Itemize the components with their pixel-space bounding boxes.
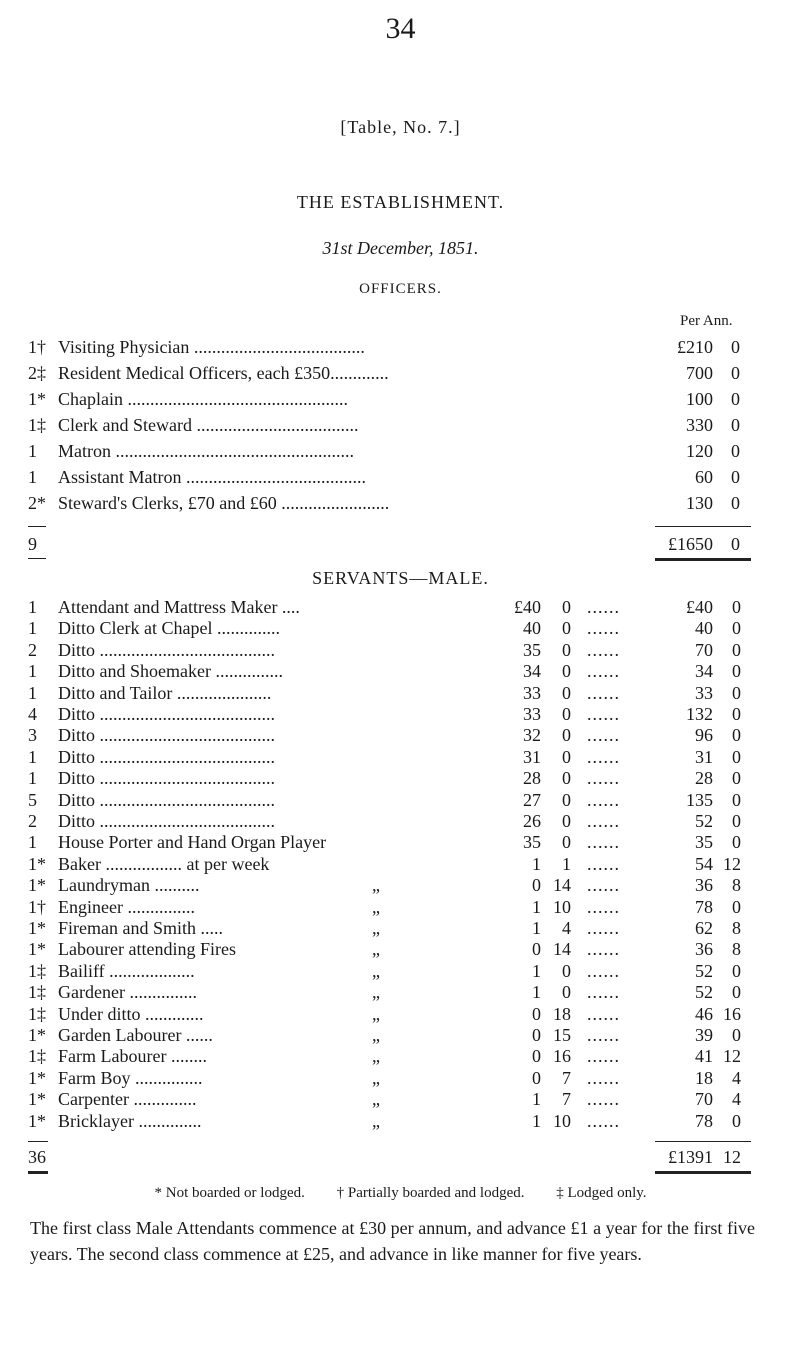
leader-dots: ......	[587, 832, 620, 853]
servant-annual: 40	[695, 618, 713, 639]
servant-count: 1	[28, 661, 37, 682]
servant-wage-shillings: 0	[562, 639, 571, 660]
servant-wage: 1	[532, 918, 541, 938]
servants-total-count: 36	[28, 1146, 46, 1167]
officers-total-shillings: 0	[731, 534, 740, 554]
servant-annual-shillings: 0	[732, 597, 741, 617]
servant-wage-shillings: 0	[562, 661, 571, 682]
servant-annual: 34	[695, 661, 713, 682]
servant-annual-shillings: 8	[732, 918, 741, 938]
leader-dots: ......	[587, 1003, 620, 1024]
officers-count-underline	[28, 558, 46, 559]
servant-annual-shillings: 0	[732, 1110, 741, 1131]
servant-wage-shillings: 0	[562, 982, 571, 1003]
leader-dots: ......	[587, 704, 620, 724]
servants-total-rule	[655, 1141, 751, 1142]
servant-annual: 39	[695, 1025, 713, 1045]
officer-count: 1	[28, 467, 37, 487]
servant-annual-shillings: 0	[732, 639, 741, 660]
officer-row	[0, 441, 801, 469]
officer-shillings: 0	[731, 337, 740, 357]
servant-annual: 132	[686, 704, 713, 724]
officer-amount: 100	[686, 389, 713, 409]
officer-title: Resident Medical Officers, each £350.............	[58, 363, 389, 383]
servant-annual: 62	[695, 918, 713, 938]
servant-title: Ditto .......................................	[58, 811, 276, 831]
servant-annual-shillings: 0	[732, 661, 741, 682]
servant-wage: 33	[523, 704, 541, 724]
leader-dots: ......	[587, 982, 620, 1003]
servant-annual: 31	[695, 746, 713, 767]
servant-wage-shillings: 0	[562, 811, 571, 831]
footnote-partially-boarded: † Partially boarded and lodged.	[336, 1184, 525, 1201]
servant-annual-shillings: 0	[732, 682, 741, 703]
servant-wage-shillings: 0	[562, 682, 571, 703]
servant-title: Bailiff ...................	[58, 960, 195, 981]
officers-total-count: 9	[28, 534, 37, 554]
leader-dots: ......	[587, 875, 620, 896]
servant-annual: 41	[695, 1046, 713, 1067]
officer-amount: 330	[686, 415, 713, 435]
officer-count: 1*	[28, 389, 46, 409]
officer-title: Steward's Clerks, £70 and £60 ........................	[58, 493, 390, 513]
servant-title: Carpenter ..............	[58, 1089, 197, 1110]
servant-row	[0, 1111, 801, 1139]
date-line: 31st December, 1851.	[322, 238, 479, 258]
servant-wage-shillings: 10	[553, 896, 571, 917]
servant-annual: 28	[695, 768, 713, 789]
servant-count: 1‡	[28, 982, 46, 1003]
servant-title: Laundryman ..........	[58, 875, 200, 896]
servant-annual: 46	[695, 1003, 713, 1024]
servant-count: 4	[28, 704, 37, 724]
servant-wage-shillings: 15	[553, 1025, 571, 1045]
servant-wage: 1	[532, 982, 541, 1003]
servant-count: 1	[28, 597, 37, 617]
servant-count: 1*	[28, 1110, 46, 1131]
servant-title: Ditto .......................................	[58, 704, 276, 724]
servants-count-rule	[28, 1141, 48, 1142]
servant-count: 1*	[28, 918, 46, 938]
servant-wage-shillings: 1	[562, 853, 571, 874]
servant-wage-shillings: 0	[562, 789, 571, 810]
servant-annual: 33	[695, 682, 713, 703]
servant-wage: 33	[523, 682, 541, 703]
leader-dots: ......	[587, 725, 620, 746]
servant-title: Ditto .......................................	[58, 725, 276, 746]
ditto-mark: „	[372, 1003, 380, 1024]
servant-annual-shillings: 12	[723, 853, 741, 874]
leader-dots: ......	[587, 597, 620, 617]
servant-title: Ditto and Tailor .....................	[58, 682, 272, 703]
servant-count: 1*	[28, 1025, 46, 1045]
servant-count: 5	[28, 789, 37, 810]
servant-wage: 35	[523, 832, 541, 853]
officer-shillings: 0	[731, 363, 740, 383]
servant-wage-shillings: 16	[553, 1046, 571, 1067]
officer-title: Chaplain .................................................	[58, 389, 348, 409]
officer-shillings: 0	[731, 389, 740, 409]
officer-amount: £210	[677, 337, 713, 357]
servant-count: 2	[28, 811, 37, 831]
ditto-mark: „	[372, 875, 380, 896]
officer-count: 1†	[28, 337, 46, 357]
servant-wage-shillings: 0	[562, 768, 571, 789]
footnotes	[0, 1185, 801, 1202]
servant-annual-shillings: 0	[732, 746, 741, 767]
servant-annual-shillings: 0	[732, 789, 741, 810]
leader-dots: ......	[587, 1067, 620, 1088]
leader-dots: ......	[587, 811, 620, 831]
servant-count: 1†	[28, 896, 46, 917]
servant-wage-shillings: 0	[562, 725, 571, 746]
servant-wage: £40	[514, 597, 541, 617]
footnote-lodged-only: ‡ Lodged only.	[556, 1184, 647, 1201]
servant-wage: 0	[532, 939, 541, 960]
servant-annual: £40	[686, 597, 713, 617]
officer-count: 1‡	[28, 415, 46, 435]
servant-wage: 31	[523, 746, 541, 767]
servant-title: Ditto .......................................	[58, 639, 276, 660]
servant-count: 1‡	[28, 960, 46, 981]
officer-row	[0, 467, 801, 495]
page-number: 34	[385, 12, 416, 45]
servant-wage-shillings: 7	[562, 1067, 571, 1088]
servant-title: Farm Labourer ........	[58, 1046, 207, 1067]
servant-wage-shillings: 14	[553, 939, 571, 960]
leader-dots: ......	[587, 1089, 620, 1110]
servant-wage: 27	[523, 789, 541, 810]
officers-heading: OFFICERS.	[359, 281, 442, 297]
servant-wage: 1	[532, 896, 541, 917]
servant-wage: 32	[523, 725, 541, 746]
servant-wage: 0	[532, 1003, 541, 1024]
servant-wage-shillings: 0	[562, 618, 571, 639]
leader-dots: ......	[587, 618, 620, 639]
officer-row	[0, 493, 801, 521]
servant-annual: 78	[695, 896, 713, 917]
servant-annual-shillings: 0	[732, 725, 741, 746]
servants-total-underline	[655, 1171, 751, 1174]
servant-wage-shillings: 0	[562, 832, 571, 853]
servant-wage: 34	[523, 661, 541, 682]
officer-row	[0, 389, 801, 417]
leader-dots: ......	[587, 960, 620, 981]
servant-count: 1	[28, 746, 37, 767]
servant-title: Ditto .......................................	[58, 789, 276, 810]
servant-wage-shillings: 10	[553, 1110, 571, 1131]
leader-dots: ......	[587, 639, 620, 660]
officer-title: Matron .....................................................	[58, 441, 354, 461]
servant-wage-shillings: 4	[562, 918, 571, 938]
servant-annual-shillings: 0	[732, 896, 741, 917]
servant-count: 2	[28, 639, 37, 660]
servant-title: House Porter and Hand Organ Player	[58, 832, 327, 853]
servant-annual: 35	[695, 832, 713, 853]
servant-annual-shillings: 0	[732, 704, 741, 724]
servant-title: Baker ................. at per week	[58, 853, 270, 874]
servant-count: 1	[28, 768, 37, 789]
servant-title: Ditto and Shoemaker ...............	[58, 661, 283, 682]
servants-heading: SERVANTS—MALE.	[312, 568, 489, 588]
servant-title: Ditto .......................................	[58, 768, 276, 789]
officers-total-rule	[655, 526, 751, 527]
servant-annual: 18	[695, 1067, 713, 1088]
servant-wage: 1	[532, 1110, 541, 1131]
leader-dots: ......	[587, 896, 620, 917]
servant-wage: 1	[532, 1089, 541, 1110]
officer-row	[0, 363, 801, 391]
leader-dots: ......	[587, 1046, 620, 1067]
establishment-title: THE ESTABLISHMENT.	[296, 192, 505, 212]
officer-title: Visiting Physician ......................................	[58, 337, 365, 357]
officer-shillings: 0	[731, 467, 740, 487]
officer-row	[0, 337, 801, 365]
servant-annual-shillings: 16	[723, 1003, 741, 1024]
servant-annual: 52	[695, 982, 713, 1003]
servant-annual: 70	[695, 639, 713, 660]
ditto-mark: „	[372, 939, 380, 960]
officer-title: Assistant Matron ........................................	[58, 467, 366, 487]
servant-wage-shillings: 0	[562, 597, 571, 617]
leader-dots: ......	[587, 682, 620, 703]
leader-dots: ......	[587, 768, 620, 789]
servants-total-amount: £1391	[668, 1146, 713, 1167]
servant-count: 1*	[28, 875, 46, 896]
ditto-mark: „	[372, 1046, 380, 1067]
servant-wage-shillings: 14	[553, 875, 571, 896]
servant-annual: 96	[695, 725, 713, 746]
officer-count: 1	[28, 441, 37, 461]
servant-wage: 0	[532, 1046, 541, 1067]
ditto-mark: „	[372, 1089, 380, 1110]
ditto-mark: „	[372, 1110, 380, 1131]
leader-dots: ......	[587, 1110, 620, 1131]
servant-title: Ditto .......................................	[58, 746, 276, 767]
servant-annual-shillings: 8	[732, 875, 741, 896]
servant-title: Bricklayer ..............	[58, 1110, 202, 1131]
officer-shillings: 0	[731, 493, 740, 513]
servant-title: Gardener ...............	[58, 982, 197, 1003]
servant-annual: 78	[695, 1110, 713, 1131]
servant-annual: 54	[695, 853, 713, 874]
officer-count: 2‡	[28, 363, 46, 383]
servant-count: 1	[28, 618, 37, 639]
servant-annual: 36	[695, 875, 713, 896]
attendant-pay-paragraph: The first class Male Attendants commence at £30 per annum, and advance £1 a year for the first five years. The second class commence at £25, and advance in like manner for five years.	[30, 1217, 755, 1264]
servant-annual: 70	[695, 1089, 713, 1110]
ditto-mark: „	[372, 896, 380, 917]
servant-count: 1*	[28, 939, 46, 960]
servant-annual-shillings: 0	[732, 768, 741, 789]
servant-title: Attendant and Mattress Maker ....	[58, 597, 300, 617]
servant-title: Ditto Clerk at Chapel ..............	[58, 618, 280, 639]
servant-wage-shillings: 0	[562, 704, 571, 724]
servant-count: 1*	[28, 853, 46, 874]
ditto-mark: „	[372, 1067, 380, 1088]
servant-count: 1‡	[28, 1046, 46, 1067]
leader-dots: ......	[587, 918, 620, 938]
servants-count-underline	[28, 1171, 48, 1174]
servant-annual-shillings: 0	[732, 1025, 741, 1045]
servant-annual: 135	[686, 789, 713, 810]
servant-count: 1*	[28, 1067, 46, 1088]
servant-count: 3	[28, 725, 37, 746]
servant-wage-shillings: 0	[562, 746, 571, 767]
servant-title: Farm Boy ...............	[58, 1067, 203, 1088]
leader-dots: ......	[587, 746, 620, 767]
servant-annual-shillings: 12	[723, 1046, 741, 1067]
leader-dots: ......	[587, 853, 620, 874]
officer-count: 2*	[28, 493, 46, 513]
servant-title: Under ditto .............	[58, 1003, 204, 1024]
servant-wage: 40	[523, 618, 541, 639]
ditto-mark: „	[372, 960, 380, 981]
servant-annual-shillings: 0	[732, 960, 741, 981]
servant-annual-shillings: 4	[732, 1067, 741, 1088]
officer-shillings: 0	[731, 441, 740, 461]
servant-count: 1*	[28, 1089, 46, 1110]
servant-title: Garden Labourer ......	[58, 1025, 213, 1045]
servant-wage: 35	[523, 639, 541, 660]
servant-annual-shillings: 8	[732, 939, 741, 960]
servant-wage: 28	[523, 768, 541, 789]
officer-shillings: 0	[731, 415, 740, 435]
servant-wage: 1	[532, 960, 541, 981]
servant-wage: 0	[532, 875, 541, 896]
servant-annual-shillings: 0	[732, 832, 741, 853]
servant-annual-shillings: 0	[732, 982, 741, 1003]
officer-row	[0, 415, 801, 443]
per-annum-label: Per Ann.	[680, 313, 733, 329]
ditto-mark: „	[372, 982, 380, 1003]
officers-total-amount: £1650	[668, 534, 713, 554]
servant-annual: 36	[695, 939, 713, 960]
servant-title: Engineer ...............	[58, 896, 195, 917]
officers-count-rule	[28, 526, 46, 527]
servant-wage-shillings: 18	[553, 1003, 571, 1024]
servant-annual: 52	[695, 960, 713, 981]
officer-amount: 700	[686, 363, 713, 383]
servant-wage: 1	[532, 853, 541, 874]
servant-annual-shillings: 0	[732, 618, 741, 639]
servant-annual-shillings: 4	[732, 1089, 741, 1110]
leader-dots: ......	[587, 1025, 620, 1045]
officers-total-underline	[655, 558, 751, 561]
servant-title: Labourer attending Fires	[58, 939, 236, 960]
footnote-not-boarded: * Not boarded or lodged.	[154, 1184, 305, 1201]
servant-count: 1‡	[28, 1003, 46, 1024]
ditto-mark: „	[372, 1025, 380, 1045]
servants-total-shillings: 12	[723, 1146, 741, 1167]
officer-title: Clerk and Steward ....................................	[58, 415, 359, 435]
servant-title: Fireman and Smith .....	[58, 918, 223, 938]
table-label: [Table, No. 7.]	[340, 117, 461, 137]
servant-count: 1	[28, 682, 37, 703]
servant-wage: 26	[523, 811, 541, 831]
servant-annual: 52	[695, 811, 713, 831]
servant-count: 1	[28, 832, 37, 853]
officer-amount: 60	[695, 467, 713, 487]
servant-wage-shillings: 0	[562, 960, 571, 981]
servant-wage: 0	[532, 1025, 541, 1045]
servant-wage: 0	[532, 1067, 541, 1088]
ditto-mark: „	[372, 918, 380, 938]
leader-dots: ......	[587, 789, 620, 810]
leader-dots: ......	[587, 661, 620, 682]
servant-annual-shillings: 0	[732, 811, 741, 831]
leader-dots: ......	[587, 939, 620, 960]
servant-wage-shillings: 7	[562, 1089, 571, 1110]
officer-amount: 120	[686, 441, 713, 461]
officer-amount: 130	[686, 493, 713, 513]
